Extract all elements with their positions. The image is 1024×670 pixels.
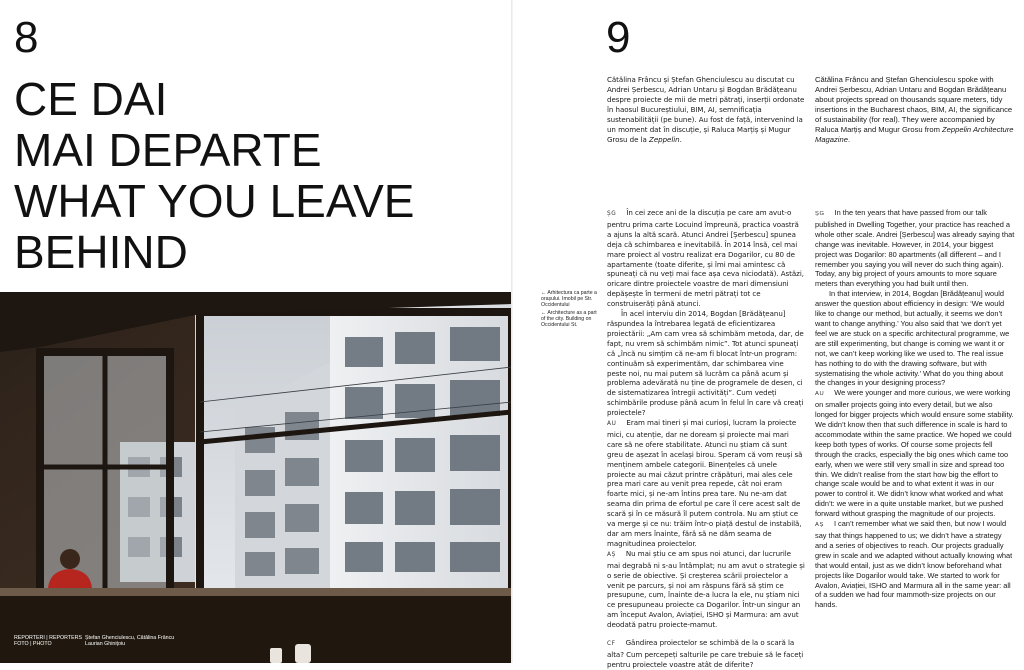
intro-ro-end: . (679, 135, 682, 144)
speaker-label: ȘG (607, 211, 617, 217)
para-text: Eram mai tineri și mai curioși, lucram la proiecte mici, cu atenție, dar ne doream și proiecte mai mari care să ne ofere stabilitate. Atunci nu știam că sunt greu de așezat în același birou. Speram că vom reuși să menținem ambele categorii. Binențeles că unele proiecte au mai căzut printre crăpături, mai ales cele prea mari care au venit prea repede, cât noi eram foarte mici, și ne-am întins prea tare. Nu ne-am dat seama din prima de efortul pe care îl cere acest salt de scară și în ce măsură îl putem controla. Nu am știut ce va merge și ce nu: trăim într-o piață destul de instabilă, dar am mers înainte, fără să ne dăm seama de magnitudinea proiectelor. (607, 418, 803, 548)
credit-names-reporters: Ștefan Ghenciulescu, Cătălina Frâncu (85, 635, 175, 641)
intro-en (815, 75, 1015, 145)
title-line-1: CE DAI (14, 73, 168, 125)
para-ro-1 (607, 208, 805, 309)
article-title (14, 74, 504, 278)
para-ro-2: În acel interviu din 2014, Bogdan [Brădățeanu] răspundea la întrebarea legată de eficientizarea proiectării: „Am cam vrea să schimbăm metoda, dar, de fapt, nu vrem să schimbăm nimic”. Tot atunci spuneați că „încă nu simțim că ne-am fi blocat într-un program: continuăm să experimentăm, dar schimbarea vine peste noi, nu mai putem să lucrăm ca până acum și problema adevărată nu ține de programele de desen, ci de sistematizarea întregii activități”. Cum vedeți schimbările produse până acum în felul în care vă creați proiectele? (607, 309, 804, 418)
speaker-label: ȘG (815, 211, 825, 217)
page-number-left: 8 (14, 13, 39, 62)
speaker-label: AȘ (607, 551, 616, 558)
para-en-2: In that interview, in 2014, Bogdan [Brădățeanu] would answer the question about efficiency in design: ‘We would like to change our method, but actually, it seems we don’t want to change anything.’ You also said that ‘we don’t yet feel we are stuck on a specific architectural programme, we are still experimenting, but change is coming we want it or not, we can’t keep working like we used to. The real issue has nothing to do with the drawing software, but with systematising the whole activity.’ What do you thing about the changes in your designing process? (815, 289, 1010, 388)
para-ro-4 (607, 549, 805, 630)
speaker-label: CF (607, 641, 616, 648)
para-text: Nu mai știu ce am spus noi atunci, dar lucrurile mai degrabă ni s-au întâmplat; nu am avut o strategie și o serie de obiective. Și creșterea scării proiectelor a venit pe parcurs, și noi am răspuns fără să știm ce presupune, cum, înainte de-a lucra la ele, nu știam nici ce presupuneau proiecte ca Dogarilor. Într-un singur an am început Avalon, Aviației, ISHO și Marmura: am avut deodată patru proiecte-mamut. (607, 548, 805, 630)
title-line-2: MAI DEPARTE (14, 124, 322, 176)
para-text: In the ten years that have passed from our talk published in Dwelling Together, your practice has reached a whole other scale. Andrei [Șerbescu] was already saying that change was inevitable. However, in 2014, your biggest project was Dogarilor: 80 apartments (all different – and I remember you saying you will never do such thing again). Today, any big project of yours amounts to more square meters than everything you had built until then. (815, 208, 1015, 289)
para-en-4 (815, 519, 1015, 610)
column-en (815, 208, 1015, 610)
para-en-3 (815, 388, 1015, 519)
page-gutter (511, 0, 513, 663)
photo-illustration (0, 292, 512, 663)
credit-names-photo: Laurian Ghinițoiu (85, 641, 126, 648)
intro-ro-text: Cătălina Frâncu și Ștefan Ghenciulescu au discutat cu Andrei Șerbescu, Adrian Untaru și Bogdan Brădățeanu despre proiecte de mii de metri pătrați, inserții ordonate în haosul Bucureștiului, BIM, AI, semnificația sustenabilității (pe bune). Au fost de față, intervenind la un moment dat în discuție, și Raluca Marțiș și Mugur Grosu de la (607, 75, 805, 144)
article-photo (0, 292, 512, 663)
para-text: În cei zece ani de la discuția pe care am avut-o pentru prima carte Locuind împreună, practica voastră a ajuns la altă scară. Atunci Andrei [Șerbescu] spunea deja că schimbarea e inevitabilă. În 2014 însă, cel mai mare proiect al vostru realizat era Dogarilor, cu 80 de apartamente (toate diferite, și îmi mai amintesc că spuneați că nu veți mai face așa ceva niciodată). Astăzi, oricare dintre proiectele voastre de mari dimensiuni depășește în termeni de metri pătrați tot ce construiserăți până atunci. (607, 208, 804, 309)
para-text: I can’t remember what we said then, but now I would say that things happened to us; we didn’t have a strategy and a series of objectives to reach. Our projects gradually grew in scale and we adapted without actually knowing what that would entail, just as we didn’t know beforehand what projects like Dogarilor would take. We started to work for Avalon, Aviației, ISHO and Marmura all in the same year: all of a sudden we had four mammoth-size projects on our hands. (815, 519, 1013, 610)
photo-caption (541, 290, 597, 329)
title-line-3: WHAT YOU LEAVE (14, 175, 415, 227)
para-ro-3 (607, 418, 805, 549)
para-en-1 (815, 208, 1015, 289)
photo-credit-roles (14, 635, 82, 648)
page-number-right: 9 (606, 13, 631, 62)
intro-ro (607, 75, 805, 145)
photo-credit-names (85, 635, 174, 648)
intro-en-text: Cătălina Frâncu and Ștefan Ghenciulescu spoke with Andrei Șerbescu, Adrian Untaru and Bogdan Brădățeanu about projects spread on thousands square meters, tidy insertions in the Bucharest chaos, BIM, AI, the significance of sustainability (for real). They were accompanied by Raluca Marțiș and Mugur Grosu from (815, 75, 1013, 134)
caption-ro: ← Arhitectura ca parte a orașului. Imobil pe Str. Occidentului (541, 290, 597, 309)
para-text: Gândirea proiectelor se schimbă de la o scară la alta? Cum percepeți salturile pe care trebuie să le faceți pentru proiectele voastre atât de diferite? (607, 638, 804, 669)
para-text: We were younger and more curious, we were working on smaller projects going into every detail, but we also longed for bigger projects which would ensure some stability. We didn’t know then that such difference in scale is hard to accommodate within the same practice. We hoped we could keep both types of works. Of course some projects fell through the cracks, especially the big ones which came too early, when we were still very small in size and spread too thin. We didn’t realise from the start how big the effort to change scale would be and to what extent it was in our power to control it. We didn’t know what worked and what didn’t: we were in a quite unstable market, but we pushed forward without grasping the magnitude of our projects. (815, 388, 1014, 519)
title-line-4: BEHIND (14, 226, 188, 278)
column-ro (607, 208, 805, 670)
speaker-label: AU (815, 391, 825, 398)
speaker-label: AȘ (815, 522, 824, 529)
credit-role-reporters: REPORTERI | REPORTERS (14, 635, 82, 641)
para-ro-5 (607, 638, 805, 670)
intro-ro-magazine: Zeppelin (649, 135, 680, 144)
credit-role-photo: FOTO | PHOTO (14, 641, 52, 648)
speaker-label: AU (607, 421, 617, 428)
intro-en-end: . (847, 135, 851, 144)
caption-en: ← Architecture as a part of the city. Building on Occidentului St. (541, 309, 597, 329)
intro-en-magazine: Zeppelin Architecture Magazine (815, 125, 1014, 144)
